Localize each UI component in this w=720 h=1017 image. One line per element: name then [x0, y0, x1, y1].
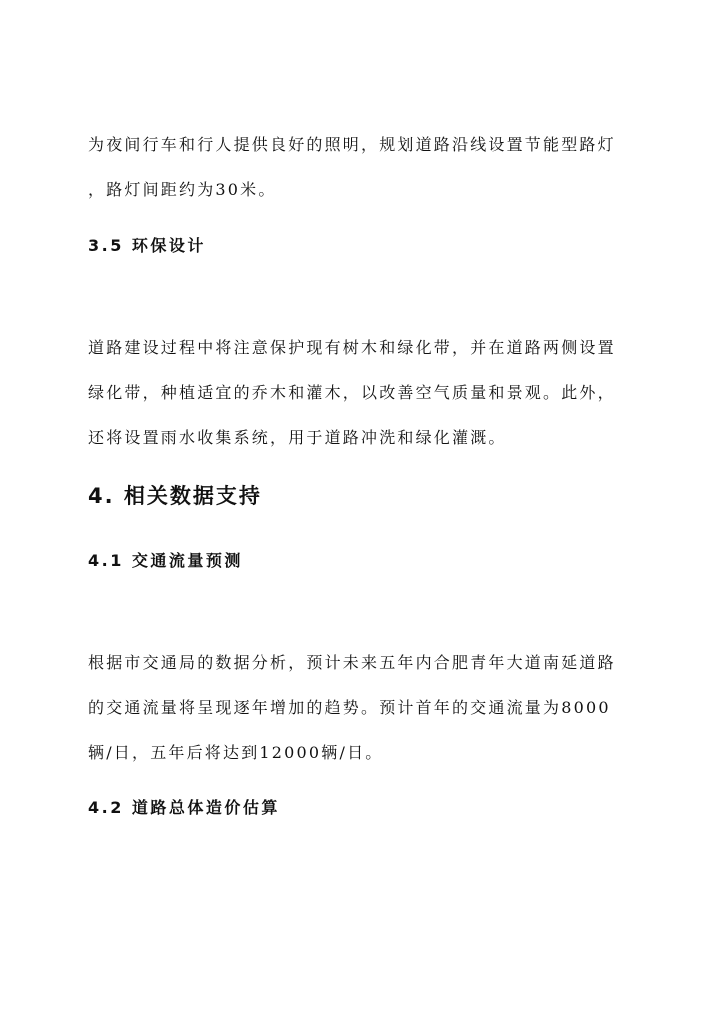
- environment-paragraph-line-1: 道路建设过程中将注意保护现有树木和绿化带，并在道路两侧设置: [88, 338, 616, 357]
- traffic-paragraph-line-1: 根据市交通局的数据分析，预计未来五年内合肥青年大道南延道路: [88, 653, 616, 672]
- lighting-paragraph-line-2: ，路灯间距约为30米。: [88, 180, 277, 199]
- section-heading-3-5: 3.5 环保设计: [88, 236, 206, 255]
- lighting-paragraph-line-1: 为夜间行车和行人提供良好的照明，规划道路沿线设置节能型路灯: [88, 135, 616, 154]
- section-heading-4-2: 4.2 道路总体造价估算: [88, 798, 280, 817]
- traffic-paragraph-line-2: 的交通流量将呈现逐年增加的趋势。预计首年的交通流量为8000: [88, 698, 611, 717]
- section-heading-4-1: 4.1 交通流量预测: [88, 551, 243, 570]
- traffic-paragraph-line-3: 辆/日，五年后将达到12000辆/日。: [88, 743, 384, 762]
- environment-paragraph-line-2: 绿化带，种植适宜的乔木和灌木，以改善空气质量和景观。此外，: [88, 383, 616, 402]
- environment-paragraph-line-3: 还将设置雨水收集系统，用于道路冲洗和绿化灌溉。: [88, 428, 507, 447]
- chapter-heading-4: 4. 相关数据支持: [88, 484, 262, 508]
